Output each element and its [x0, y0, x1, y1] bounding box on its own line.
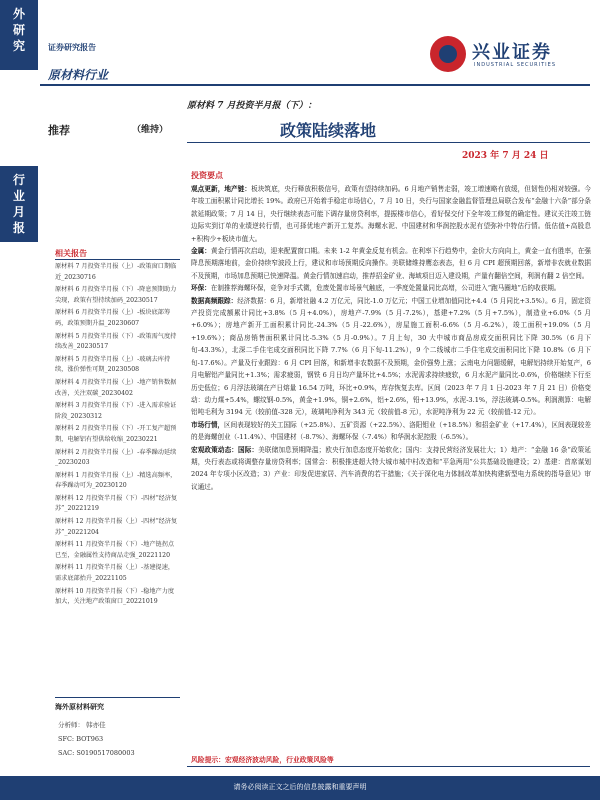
banner-char: 报	[12, 221, 25, 235]
analyst-sfc: SFC: BOT963	[58, 735, 104, 743]
related-report-link[interactable]: 原材料 12 月投资半月报（上）-四材“经济复苏”_20221204	[55, 518, 178, 536]
header-divider	[40, 84, 590, 86]
paragraph-text: 在制推荐海螺环保，竞争对手式微，危废处置市场景气触底，一季度处置量同比高增，公司进入“跑马圈地”后的收获期。	[210, 284, 561, 293]
paragraph-text: 美联储加息预期降温；欧央行加息态度开始软化；国内：支持民营经济发展壮大；1）地产：“金融 16 条”政策延期，央行表态或将调整存量房贷利率；国常会：积极推进超大特大城市城中村改造和“平急两用”公共基础设施建设；2）基建：首席谋划 2024 年专项小区改造；3）产业：印发促进家居、汽车消费的若干措施；《关于深化电力体制改革加快构建新型电力系统的指导意见》审议通过。	[191, 445, 591, 491]
company-logo	[430, 34, 595, 78]
related-report-link[interactable]: 原材料 6 月投资半月报（上）-板块底部筹码，政策预期升温_20230607	[55, 309, 171, 327]
analyst-divider	[55, 697, 180, 698]
title-divider	[187, 142, 590, 143]
related-report-link[interactable]: 原材料 2 月投资半月报（上）-春季躁动延续_20230203	[55, 448, 177, 467]
related-reports-heading: 相关报告	[55, 249, 87, 258]
banner-char: 业	[12, 189, 25, 203]
logo-name-en: INDUSTRIAL SECURITIES	[474, 62, 556, 68]
banner-char: 外	[12, 7, 25, 21]
paragraph-data-tracking	[191, 295, 591, 419]
related-report-link[interactable]: 原材料 3 月投资半月报（下）-进入需求验证阶段_20230312	[55, 402, 177, 420]
related-report-link[interactable]: 原材料 5 月投资半月报（下）-政策需气度持续改善_20230517	[55, 332, 177, 351]
paragraph-macro-policy	[191, 444, 591, 494]
related-report-link[interactable]: 原材料 6 月投资半月报（下）-降息预期助力尖现，政策有望持续加码_20230517	[55, 286, 177, 304]
paragraph-label: 环保：	[191, 284, 211, 293]
main-content	[191, 183, 591, 493]
related-report-link[interactable]: 原材料 1 月投资半月报（上）-精选高频率，春季躁动可为_20230120	[55, 471, 177, 490]
investment-highlights-heading: 投资要点	[191, 171, 223, 180]
paragraph-label: 市场行情，	[191, 420, 225, 429]
analyst-sac: SAC: S0190517080003	[58, 749, 135, 757]
paragraph-real-estate	[191, 183, 591, 245]
paragraph-text: 经济数据：6 月，新增社融 4.2 万亿元，同比-1.0 万亿元；中国工业增加值同比+4.4（5 月同比+3.5%）。6 月，固定资产投资完成额累计同比+3.8%（5 月+4.0%），房地产-7.9%（5 月-7.2%），基建+7.2%（5 月+7.5%），制造业+6.0%（5 月+6.0%）；房地产新开工面积累计同比-24.3%（5 月-22.6%），房屋施工面积-6.6%（5 月-6.2%），竣工面积+19.0%（5 月+19.6%）；商品房销售面积累计同比-5.3%（5 月-0.9%）。7 月上旬，30 大中城市商品房成交面积同比下降 30.5%（6 月下旬-43.3%），北深二手住宅成交面积同比下降 7.7%（6 月下旬-11.2%），9 个二线城市二手住宅成交面积同比下降 10.8%（6 月下旬-17.6%）。产量及行业跟踪：6 月 CPI 回落，和新增非农数据不及预期，金价强势上涨；云南电力问题缓解，电解铝持续开始复产，6 月电解铝产量同比+1.3%；需求疲弱，钢铁 6 月日均产量环比+4.5%；水泥需求持续疲软，6 月水泥产量同比-0.6%，价格继续下行至历史低位；6 月浮法玻璃在产日熔量 16.54 万吨，环比+0.9%，库存恢复去库。区间（2023 年 7 月 1 日-2023 年 7 月 21 日）价格变动：动力煤+5.4%，螺纹钢-0.5%，黄金+1.9%，铜+2.6%，铝+2.6%，铅+13.9%，水泥-3.1%，浮法玻璃-0.5%。利润测算：电解铝吨毛利为 3194 元（较前值-328 元），玻璃吨净利为 343 元（较前值-8 元），水泥吨净利为 22 元（较前值-12 元）。	[191, 296, 592, 417]
banner-char: 月	[12, 205, 25, 219]
related-report-link[interactable]: 原材料 2 月投资半月报（下）-开工复产超预期，电解铝有望供给收缩_20230221	[55, 425, 177, 443]
paragraph-environment	[191, 282, 591, 294]
related-report-link[interactable]: 原材料 5 月投资半月报（上）-玻璃去库持续，涨价弹性可期_20230508	[55, 355, 171, 374]
paragraph-label: 数据高频跟踪：	[191, 296, 238, 305]
related-report-link[interactable]: 原材料 11 月投资半月报（下）-地产链拐点已至，金融属性支持商品走强_20221120	[55, 541, 175, 559]
paragraph-metals	[191, 245, 591, 282]
rating-change: （维持）	[132, 125, 169, 135]
paragraph-label: 金属：	[191, 247, 211, 256]
related-report-link[interactable]: 原材料 12 月投资半月报（下）-四材“经济复苏”_20221219	[55, 494, 178, 513]
content-divider	[187, 766, 590, 767]
analyst-name: 分析师： 韩亦佳	[58, 721, 106, 729]
report-date: 2023 年 7 月 24 日	[462, 151, 549, 161]
paragraph-text: 黄金行情再次启动，迎来配置窗口期。未来 1-2 年黄金反复有机会。在利率下行趋势中，金价大方向向上，黄金一直有胜率，在强降息预期落地前，金价持续窄波段上行，建议和市场预期反向操作。美联储维持鹰态表态，但 6 月 CPI 超预期回落，新增非农就业数据不及预期，市场加息预期已快速降温。黄金行情加速启动，推荐招金矿业、海域项目迈入建设期，产量有翻倍空间，利润有翻 2 倍空间。	[191, 247, 591, 280]
related-report-link[interactable]: 原材料 11 月投资半月报（上）-基建提速，需求底部抬升_20221105	[55, 564, 175, 583]
rating: 推荐	[48, 124, 70, 137]
paragraph-text: 区间表现较好的关工国际（+25.8%）、五矿资源（+22.5%）、洛阳钼业（+18.5%）和招金矿业（+17.4%），区间表现较差的是海螺创业（-11.4%）、中国建材（-8.7%）、海螺环保（-7.4%）和华润水泥控股（-6.5%）。	[191, 420, 591, 442]
risk-warning: 风险提示：宏观经济波动风险，行业政策风险等	[191, 756, 334, 764]
analyst-info	[58, 718, 135, 760]
banner-char: 研	[12, 23, 25, 37]
report-type: 证券研究报告	[48, 43, 96, 52]
paragraph-text: 板块筑底，央行释放积极信号，政策有望持续加码。6 月地产销售走弱，竣工增速略有放缓，但韧性仍相对较强。今年竣工面积累计同比增长 19%。政府已开始着手稳定市场信心，7 月 10 日，央行与国家金融监督管理总局联合发布“金融十六条”部分条款延期政策；7 月 14 日，央行继续表态可能下调存量房贷利率，提振楼市信心，看好保交付下全年竣工修复的确定性。建议关注竣工链边际实到订单的业绩逆转行情，也可择优地产新开工复苏。海螺水泥、中国建材和华润控股水泥有望弥补中特估行情。低估值+高股息+积构少+板块市值大。	[191, 185, 591, 243]
vertical-banner-top	[0, 0, 38, 70]
paragraph-label: 观点更新，地产链：	[191, 185, 252, 193]
research-team: 海外原材料研究	[55, 702, 104, 711]
report-subtitle: 原材料 7 月投资半月报（下）：	[187, 101, 317, 111]
related-report-link[interactable]: 原材料 4 月投资半月报（上）-地产销售数据改善，关注双碳_20230402	[55, 378, 177, 397]
related-report-link[interactable]: 原材料 10 月投资半月报（下）-稳地产力度加大，关注地产政策窗口_20221019	[55, 587, 175, 606]
logo-icon	[430, 36, 466, 72]
footer-disclaimer: 请务必阅读正文之后的信息披露和重要声明	[233, 783, 367, 791]
paragraph-label: 宏观政策动态：国际：	[191, 445, 259, 454]
banner-char: 究	[12, 39, 25, 53]
industry-name: 原材料行业	[48, 68, 109, 82]
paragraph-market	[191, 419, 591, 444]
related-reports-list	[55, 262, 180, 608]
footer-bar	[0, 776, 600, 800]
logo-name-cn: 兴业证券	[472, 42, 552, 63]
related-divider	[55, 259, 180, 260]
related-report-link[interactable]: 原材料 7 月投资半月报（上）-政策窗口期临近_20230716	[55, 263, 177, 281]
report-title: 政策陆续落地	[280, 121, 377, 140]
banner-char: 行	[12, 173, 25, 187]
vertical-banner-side	[0, 166, 38, 242]
